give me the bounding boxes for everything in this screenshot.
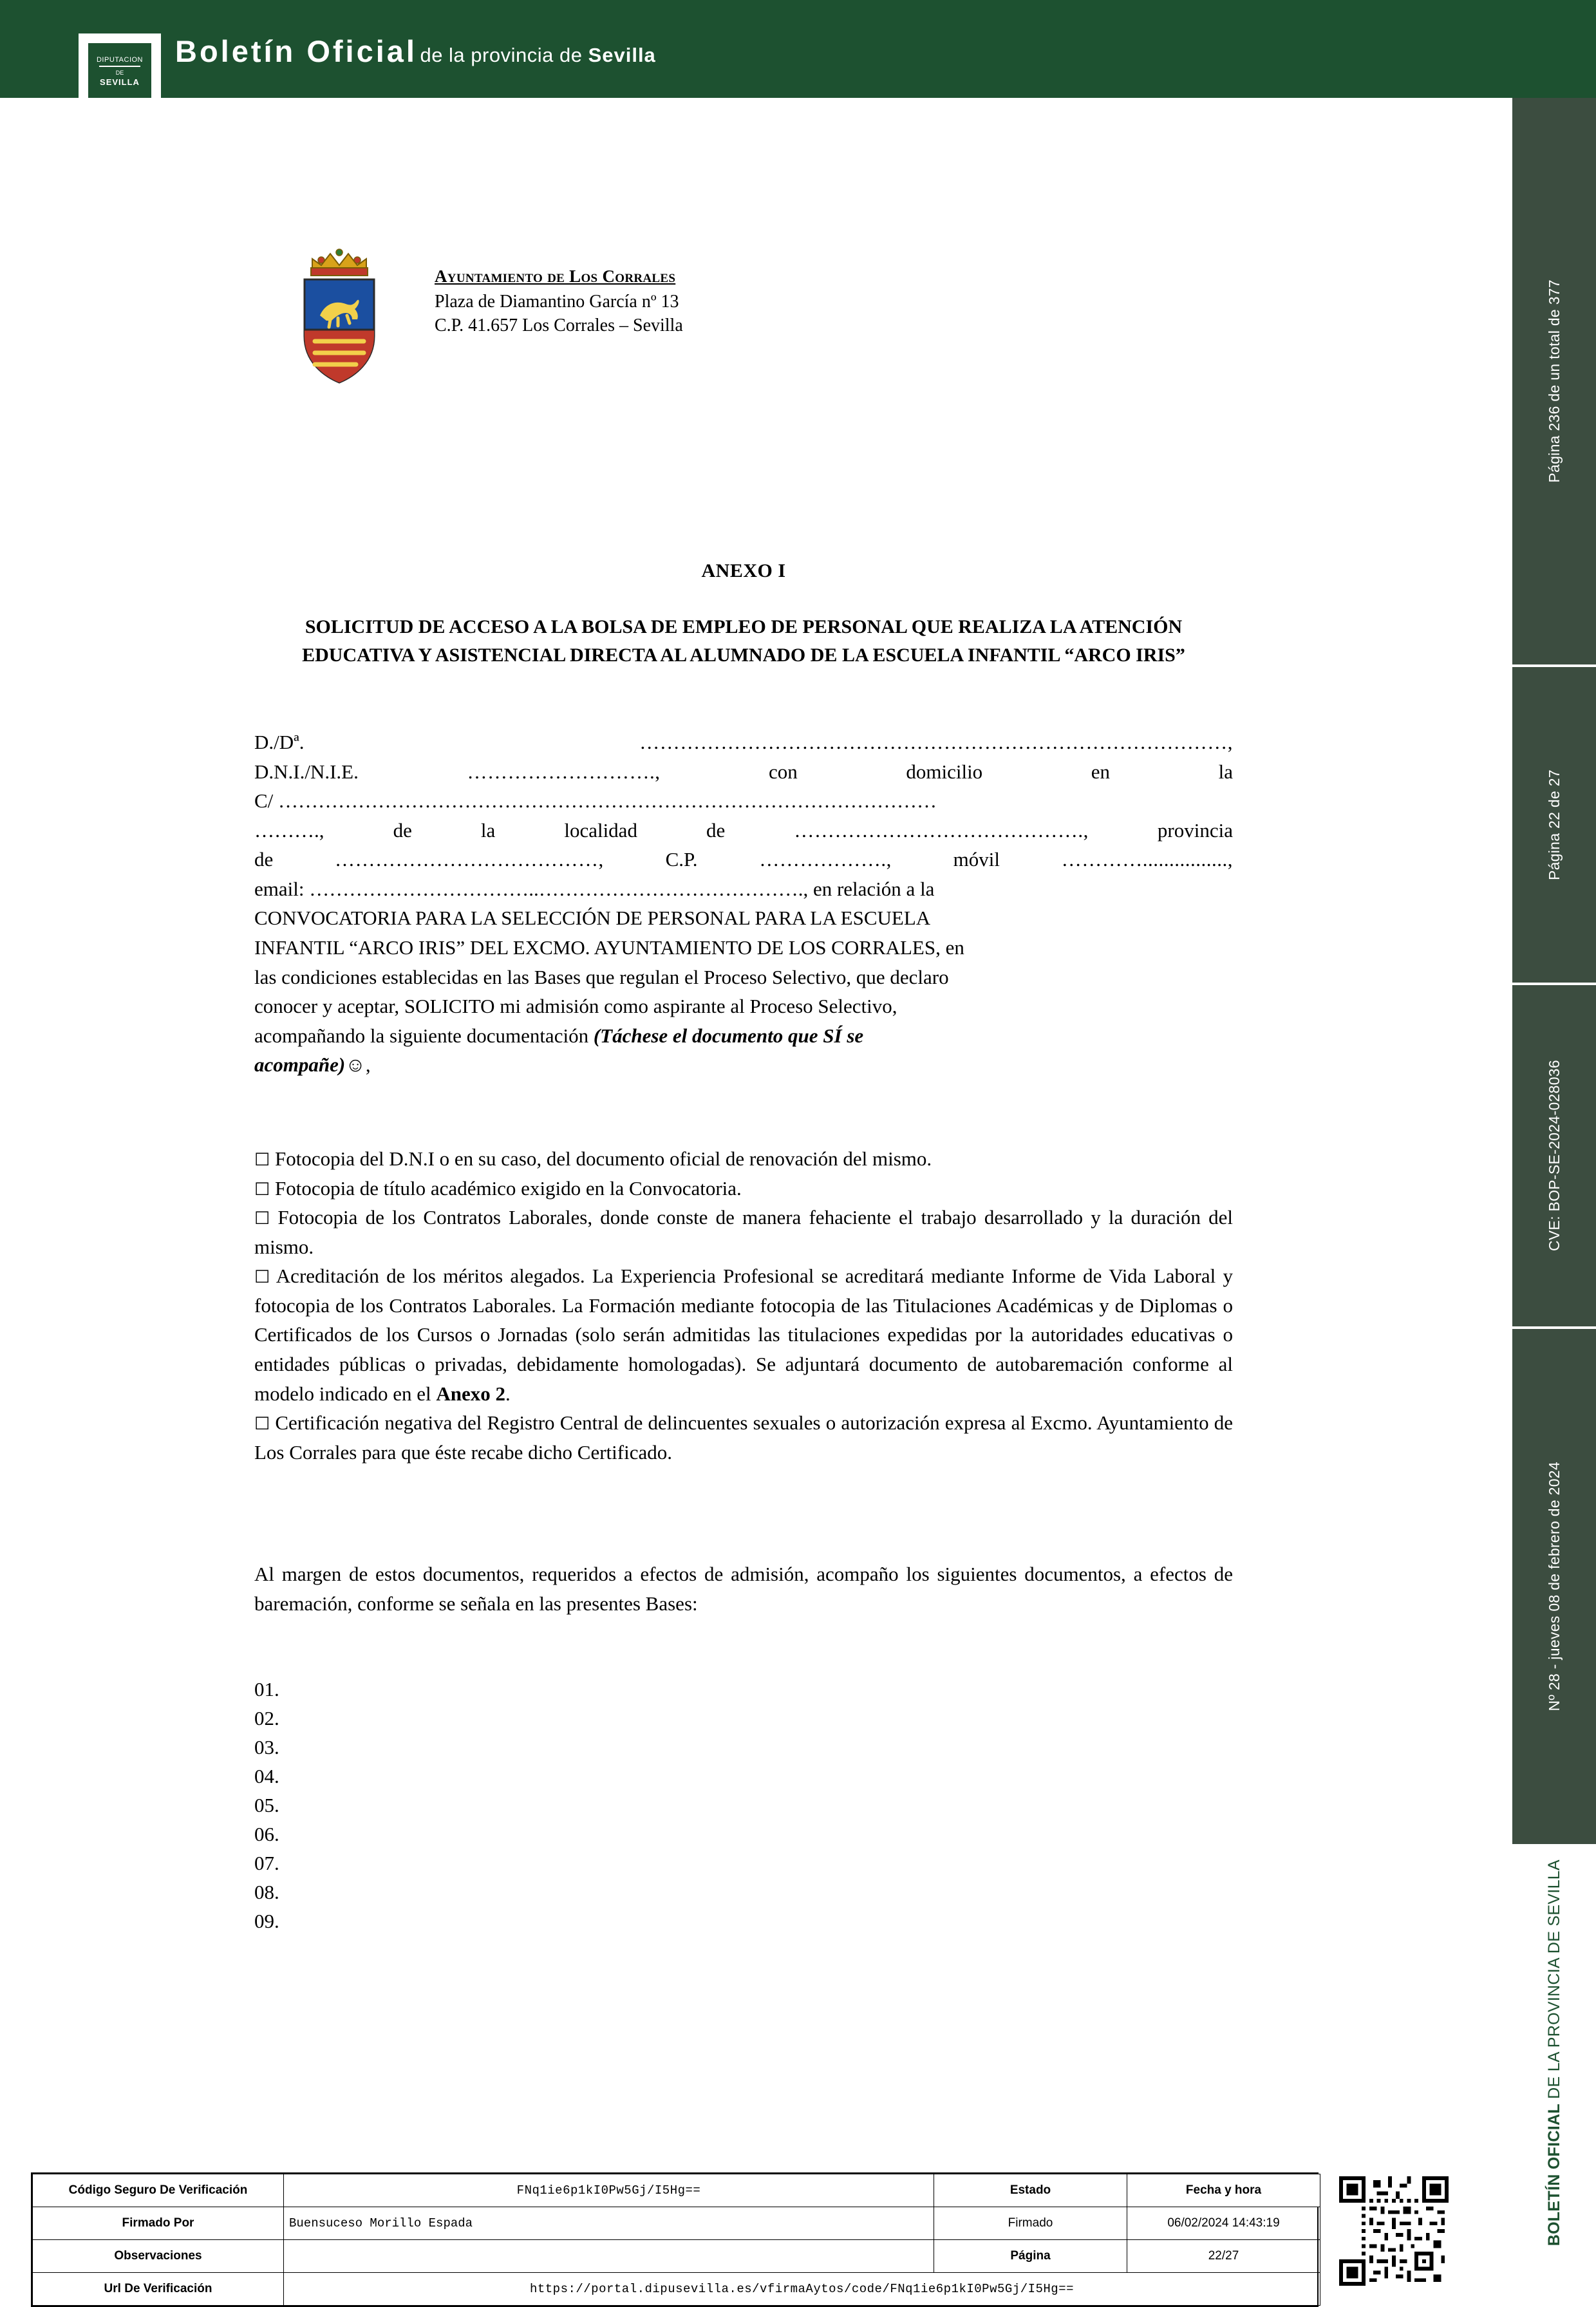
fecha-hora-value: 06/02/2024 14:43:19 xyxy=(1127,2207,1320,2240)
list-item[interactable]: 06. xyxy=(254,1822,279,1845)
checkbox-icon[interactable]: ☐ xyxy=(254,1179,270,1200)
rail-cve xyxy=(1512,985,1596,1326)
numbered-blank-list xyxy=(254,1675,1233,1935)
list-item[interactable]: 05. xyxy=(254,1793,279,1816)
additional-documents-paragraph: Al margen de estos documentos, requeridos a efectos de admisión, acompaño los siguientes documentos, a efectos de baremación, conforme se señala en las presentes Bases: xyxy=(254,1563,1233,1615)
word-de-1: de xyxy=(393,818,412,842)
logo-line-2: DE xyxy=(115,70,124,77)
checklist-item-label: Acreditación de los méritos alegados. La Experiencia Profesional se acreditará mediante Informe de Vida Laboral y fotocopia de los Contratos Laborales. La Formación mediante fotocopia de las Titulaciones Académicas y de Diplomas o Certificados de los Cursos o Jornadas (solo serán admitidas las titulaciones expedidas por la autoridades educativas o entidades públicas o privadas, debidamente homologadas). Se adjuntará documento de autobaremación conforme al modelo indicado en el xyxy=(254,1265,1234,1405)
form-line-1 xyxy=(254,728,1233,757)
table-row xyxy=(33,2207,1320,2240)
form-line-11 xyxy=(254,1021,1233,1051)
brand-subtitle-province: Sevilla xyxy=(588,44,656,66)
form-line-4 xyxy=(254,816,1233,845)
letterhead-address-line-2: C.P. 41.657 Los Corrales – Sevilla xyxy=(435,315,683,335)
rail-issue-text: Nº 28 - jueves 08 de febrero de 2024 xyxy=(1545,1462,1563,1711)
list-item[interactable]: 04. xyxy=(254,1764,279,1787)
pagina-header: Página xyxy=(934,2240,1127,2273)
rail-page-total-text: Página 236 de un total de 377 xyxy=(1545,279,1563,483)
checkbox-icon[interactable]: ☐ xyxy=(254,1150,270,1170)
field-provincia: …………………………………, xyxy=(335,848,604,871)
documents-checklist xyxy=(254,1144,1233,1467)
label-movil: móvil xyxy=(953,848,1000,871)
table-row xyxy=(33,2240,1320,2273)
table-row xyxy=(33,2273,1320,2306)
checkbox-icon[interactable]: ☐ xyxy=(254,1414,270,1435)
field-localidad: ……………………………………., xyxy=(794,818,1089,842)
checkbox-icon[interactable]: ☐ xyxy=(254,1267,270,1288)
checklist-item[interactable] xyxy=(254,1144,1233,1174)
form-line-2 xyxy=(254,757,1233,787)
label-cp: C.P. xyxy=(665,848,698,871)
brand-name: Boletín Oficial xyxy=(175,34,417,68)
letterhead-title: Ayuntamiento de Los Corrales xyxy=(435,267,676,286)
document-title: SOLICITUD DE ACCESO A LA BOLSA DE EMPLEO DE PERSONAL QUE REALIZA LA ATENCIÓN EDUCATIVA Y ASISTENCIAL DIRECTA AL ALUMNADO DE LA ESCUELA INFANTIL “ARCO IRIS” xyxy=(302,616,1185,666)
form-line-7: CONVOCATORIA PARA LA SELECCIÓN DE PERSONAL PARA LA ESCUELA xyxy=(254,907,931,930)
brand-subtitle-pre: de la provincia de xyxy=(420,44,588,66)
rail-page-local-text: Página 22 de 27 xyxy=(1545,769,1563,881)
field-nombre: ……………………………………………………………………………, xyxy=(639,731,1233,753)
list-item[interactable]: 03. xyxy=(254,1735,279,1758)
table-row xyxy=(33,2174,1320,2207)
list-item[interactable]: 02. xyxy=(254,1706,279,1729)
checklist-item-anexo-ref: Anexo 2 xyxy=(436,1382,506,1405)
document-page xyxy=(0,98,1494,2296)
rail-brand-rest: DE LA PROVINCIA DE SEVILLA xyxy=(1544,1859,1563,2104)
rail-brand-bold: BOLETÍN OFICIAL xyxy=(1544,2103,1563,2246)
estado-header: Estado xyxy=(934,2174,1127,2207)
observaciones-value xyxy=(284,2240,934,2273)
form-line-12-emph: acompañe) xyxy=(254,1053,346,1077)
form-line-11-pre: acompañando la siguiente documentación xyxy=(254,1024,594,1047)
checklist-item-label: Certificación negativa del Registro Central de delincuentes sexuales o autorización expresa al Excmo. Ayuntamiento de Los Corrales para que éste recabe dicho Certificado. xyxy=(254,1411,1233,1464)
checklist-item[interactable] xyxy=(254,1174,1233,1203)
masthead-title xyxy=(175,33,656,69)
logo-divider xyxy=(99,66,140,67)
url-verificacion-value[interactable]: https://portal.dipusevilla.es/vfirmaAytos/code/FNq1ie6p1kI0Pw5Gj/I5Hg== xyxy=(284,2273,1320,2306)
form-line-5 xyxy=(254,845,1233,874)
page-side-rail xyxy=(1503,98,1596,2259)
csv-label: Código Seguro De Verificación xyxy=(33,2174,284,2207)
applicant-form-block xyxy=(254,728,1233,1080)
estado-value: Firmado xyxy=(934,2207,1127,2240)
field-movil: …………................, xyxy=(1061,848,1233,871)
checklist-item-label: Fotocopia de los Contratos Laborales, donde conste de manera fehaciente el trabajo desarrollado y la duración del mismo. xyxy=(254,1206,1234,1258)
field-calle-cont: ………., xyxy=(254,818,324,842)
list-item[interactable]: 07. xyxy=(254,1851,279,1874)
annex-heading: ANEXO I xyxy=(701,560,786,581)
brand-subtitle xyxy=(420,44,655,66)
word-la: la xyxy=(1218,760,1233,783)
logo-line-1: DIPUTACION xyxy=(96,55,144,64)
list-item[interactable]: 08. xyxy=(254,1880,279,1903)
observaciones-label: Observaciones xyxy=(33,2240,284,2273)
word-provincia: provincia xyxy=(1157,818,1233,842)
letterhead-text xyxy=(435,267,683,338)
form-line-8: INFANTIL “ARCO IRIS” DEL EXCMO. AYUNTAMIENTO DE LOS CORRALES, en xyxy=(254,936,964,959)
url-verificacion-label: Url De Verificación xyxy=(33,2273,284,2306)
masthead-bar xyxy=(0,0,1596,98)
rail-issue-date xyxy=(1512,1329,1596,1844)
form-line-12 xyxy=(254,1050,1233,1080)
checkbox-icon[interactable]: ☐ xyxy=(254,1209,270,1229)
pagina-value: 22/27 xyxy=(1127,2240,1320,2273)
form-line-11-emph: (Táchese el documento que SÍ se xyxy=(593,1024,864,1047)
firmado-por-label: Firmado Por xyxy=(33,2207,284,2240)
word-en: en xyxy=(1091,760,1111,783)
logo-line-3: SEVILLA xyxy=(100,77,140,87)
rail-page-local xyxy=(1512,667,1596,983)
qr-code[interactable] xyxy=(1339,2176,1449,2286)
rail-cve-text: CVE: BOP-SE-2024-028036 xyxy=(1545,1060,1563,1252)
label-nombre: D./Dª. xyxy=(254,731,305,753)
word-de-3: de xyxy=(254,848,274,871)
word-domicilio: domicilio xyxy=(906,760,983,783)
fecha-hora-header: Fecha y hora xyxy=(1127,2174,1320,2207)
firmado-por-value: Buensuceso Morillo Espada xyxy=(284,2207,934,2240)
label-dni: D.N.I./N.I.E. xyxy=(254,760,359,783)
checklist-item-label: Fotocopia de título académico exigido en la Convocatoria. xyxy=(274,1176,742,1200)
form-line-6: email: ……………………………..…………………………………., en relación a la xyxy=(254,877,935,900)
word-localidad: localidad xyxy=(564,818,637,842)
checklist-item[interactable] xyxy=(254,1261,1233,1408)
word-la-2: la xyxy=(480,818,496,842)
form-line-10: conocer y aceptar, SOLICITO mi admisión como aspirante al Proceso Selectivo, xyxy=(254,995,897,1018)
verification-table xyxy=(31,2172,1319,2307)
field-cp: ………………., xyxy=(759,848,892,871)
form-line-9: las condiciones establecidas en las Bases que regulan el Proceso Selectivo, que declaro xyxy=(254,965,949,988)
list-item[interactable]: 01. xyxy=(254,1678,279,1700)
rail-vertical-brand xyxy=(1512,1847,1596,2259)
logo-inner xyxy=(88,43,151,100)
field-dni: ………………………., xyxy=(467,760,661,783)
word-de-2: de xyxy=(706,818,726,842)
list-item[interactable]: 09. xyxy=(254,1909,279,1932)
form-line-12-post: , xyxy=(365,1053,371,1077)
word-con: con xyxy=(769,760,798,783)
rail-page-total xyxy=(1512,98,1596,664)
coat-of-arms-icon xyxy=(293,240,402,388)
form-line-3: C/ ……………………………………………………………………………………… xyxy=(254,789,937,813)
csv-value: FNq1ie6p1kI0Pw5Gj/I5Hg== xyxy=(284,2174,934,2207)
checklist-item-tail: . xyxy=(505,1382,511,1405)
smiley-icon: ☺ xyxy=(345,1053,366,1077)
checklist-item[interactable] xyxy=(254,1203,1233,1261)
checklist-item[interactable] xyxy=(254,1408,1233,1467)
checklist-item-label: Fotocopia del D.N.I o en su caso, del documento oficial de renovación del mismo. xyxy=(274,1147,932,1170)
letterhead-address-line-1: Plaza de Diamantino García nº 13 xyxy=(435,292,679,312)
rail-vertical-brand-text xyxy=(1545,1860,1564,2246)
